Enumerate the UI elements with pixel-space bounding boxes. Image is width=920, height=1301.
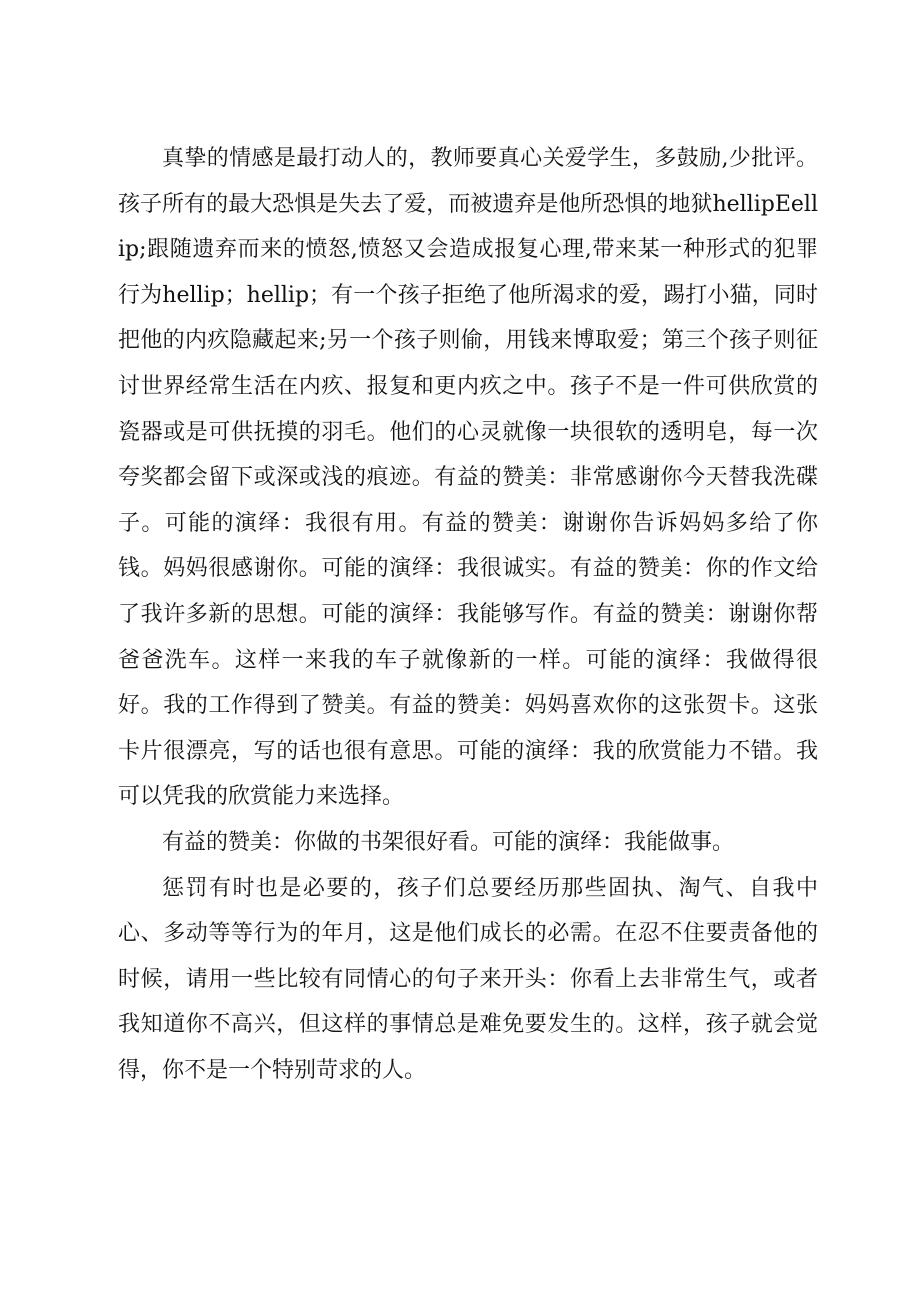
paragraph-1: 真挚的情感是最打动人的，教师要真心关爱学生，多鼓励,少批评。孩子所有的最大恐惧是失去了爱，而被遗弃是他所恐惧的地狱hellipEellip;跟随遗弃而来的愤怒,愤怒又会造成报复心理,带来某一种形式的犯罪行为hellip；hellip；有一个孩子拒绝了他所渴求的爱，踢打小猫，同时把他的内疚隐藏起来;另一个孩子则偷，用钱来博取爱；第三个孩子则征讨世界经常生活在内疚、报复和更内疚之中。孩子不是一件可供欣赏的瓷器或是可供抚摸的羽毛。他们的心灵就像一块很软的透明皂，每一次夸奖都会留下或深或浅的痕迹。有益的赞美：非常感谢你今天替我洗碟子。可能的演绎：我很有用。有益的赞美：谢谢你告诉妈妈多给了你钱。妈妈很感谢你。可能的演绎：我很诚实。有益的赞美：你的作文给了我许多新的思想。可能的演绎：我能够写作。有益的赞美：谢谢你帮爸爸洗车。这样一来我的车子就像新的一样。可能的演绎：我做得很好。我的工作得到了赞美。有益的赞美：妈妈喜欢你的这张贺卡。这张卡片很漂亮，写的话也很有意思。可能的演绎：我的欣赏能力不错。我可以凭我的欣赏能力来选择。 [118,146,818,810]
paragraph-3: 惩罚有时也是必要的，孩子们总要经历那些固执、淘气、自我中心、多动等等行为的年月，这是他们成长的必需。在忍不住要责备他的时候，请用一些比较有同情心的句子来开头：你看上去非常生气，或者我知道你不高兴，但这样的事情总是难免要发生的。这样，孩子就会觉得，你不是一个特别苛求的人。 [118,875,818,1083]
document-body [118,136,818,1093]
paragraph-2: 有益的赞美：你做的书架很好看。可能的演绎：我能做事。 [162,829,735,855]
